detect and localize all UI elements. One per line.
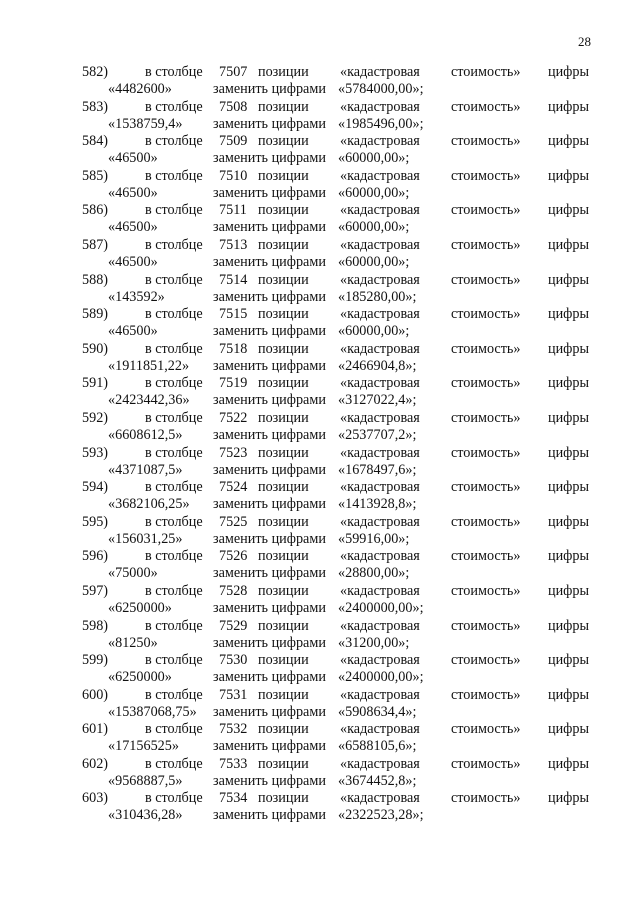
item-number: 586) — [82, 202, 109, 219]
new-value: «31200,00»; — [338, 634, 410, 651]
cadastral-label: «кадастровая — [340, 64, 420, 80]
old-value: «15387068,75» — [108, 703, 197, 720]
cost-label: стоимость» — [451, 167, 521, 184]
item-number: 592) — [82, 409, 109, 426]
new-value: «3674452,8»; — [338, 772, 417, 789]
amendment-item — [0, 652, 640, 687]
cadastral-label: «кадастровая — [340, 548, 420, 565]
position-label: позиции — [258, 444, 309, 461]
cadastral-label: «кадастровая — [340, 513, 420, 530]
item-number: 584) — [82, 133, 109, 150]
replace-label: заменить цифрами — [213, 599, 326, 616]
position-label: позиции — [258, 271, 309, 288]
old-value: «6250000» — [108, 599, 172, 616]
digits-label: цифры — [548, 513, 590, 530]
item-number: 602) — [82, 755, 109, 772]
position-label: позиции — [258, 409, 309, 426]
item-number: 588) — [82, 271, 109, 288]
position-label: позиции — [258, 721, 309, 738]
amendment-item — [0, 375, 640, 410]
cadastral-label: «кадастровая — [340, 409, 420, 426]
cost-label: стоимость» — [451, 375, 521, 392]
new-value: «59916,00»; — [338, 530, 410, 547]
old-value: «9568887,5» — [108, 772, 183, 789]
replace-label: заменить цифрами — [213, 253, 326, 270]
cost-label: стоимость» — [451, 721, 521, 738]
cadastral-label: «кадастровая — [340, 444, 420, 461]
position-label: позиции — [258, 790, 309, 807]
replace-label: заменить цифрами — [213, 288, 326, 305]
cadastral-label: «кадастровая — [340, 271, 420, 288]
cadastral-label: «кадастровая — [340, 479, 420, 496]
replace-label: заменить цифрами — [213, 807, 326, 824]
digits-label: цифры — [548, 375, 590, 392]
amendment-item — [0, 756, 640, 791]
cadastral-label: «кадастровая — [340, 582, 420, 599]
replace-label: заменить цифрами — [213, 150, 326, 167]
replace-label: заменить цифрами — [213, 323, 326, 340]
in-column-label: в столбце — [145, 582, 203, 599]
column-number: 7525 — [219, 513, 248, 530]
digits-label: цифры — [548, 582, 590, 599]
item-number: 583) — [82, 98, 109, 115]
digits-label: цифры — [548, 271, 590, 288]
new-value: «60000,00»; — [338, 219, 410, 236]
digits-label: цифры — [548, 202, 590, 219]
cadastral-label: «кадастровая — [340, 755, 420, 772]
item-number: 599) — [82, 652, 109, 669]
cadastral-label: «кадастровая — [340, 340, 420, 357]
cost-label: стоимость» — [451, 64, 521, 80]
column-number: 7510 — [219, 167, 248, 184]
cadastral-label: «кадастровая — [340, 98, 420, 115]
new-value: «2537707,2»; — [338, 426, 417, 443]
in-column-label: в столбце — [145, 444, 203, 461]
replace-label: заменить цифрами — [213, 426, 326, 443]
amendment-list — [0, 64, 640, 825]
digits-label: цифры — [548, 755, 590, 772]
in-column-label: в столбце — [145, 755, 203, 772]
cost-label: стоимость» — [451, 548, 521, 565]
column-number: 7522 — [219, 409, 248, 426]
replace-label: заменить цифрами — [213, 738, 326, 755]
cost-label: стоимость» — [451, 513, 521, 530]
item-number: 596) — [82, 548, 109, 565]
column-number: 7514 — [219, 271, 248, 288]
new-value: «2400000,00»; — [338, 669, 424, 686]
page-number: 28 — [578, 34, 591, 49]
digits-label: цифры — [548, 167, 590, 184]
in-column-label: в столбце — [145, 98, 203, 115]
old-value: «81250» — [108, 634, 158, 651]
column-number: 7529 — [219, 617, 248, 634]
new-value: «2466904,8»; — [338, 357, 417, 374]
old-value: «143592» — [108, 288, 165, 305]
replace-label: заменить цифрами — [213, 496, 326, 513]
new-value: «1413928,8»; — [338, 496, 417, 513]
amendment-item — [0, 202, 640, 237]
old-value: «46500» — [108, 253, 158, 270]
cost-label: стоимость» — [451, 617, 521, 634]
in-column-label: в столбце — [145, 306, 203, 323]
amendment-item — [0, 721, 640, 756]
digits-label: цифры — [548, 444, 590, 461]
new-value: «60000,00»; — [338, 253, 410, 270]
cost-label: стоимость» — [451, 790, 521, 807]
cadastral-label: «кадастровая — [340, 686, 420, 703]
new-value: «1678497,6»; — [338, 461, 417, 478]
cost-label: стоимость» — [451, 652, 521, 669]
position-label: позиции — [258, 236, 309, 253]
in-column-label: в столбце — [145, 271, 203, 288]
replace-label: заменить цифрами — [213, 184, 326, 201]
position-label: позиции — [258, 513, 309, 530]
position-label: позиции — [258, 133, 309, 150]
in-column-label: в столбце — [145, 409, 203, 426]
column-number: 7519 — [219, 375, 248, 392]
replace-label: заменить цифрами — [213, 565, 326, 582]
new-value: «1985496,00»; — [338, 115, 424, 132]
item-number: 601) — [82, 721, 109, 738]
digits-label: цифры — [548, 98, 590, 115]
digits-label: цифры — [548, 652, 590, 669]
old-value: «1538759,4» — [108, 115, 183, 132]
digits-label: цифры — [548, 133, 590, 150]
amendment-item — [0, 168, 640, 203]
amendment-item — [0, 479, 640, 514]
replace-label: заменить цифрами — [213, 392, 326, 409]
column-number: 7509 — [219, 133, 248, 150]
item-number: 589) — [82, 306, 109, 323]
digits-label: цифры — [548, 479, 590, 496]
digits-label: цифры — [548, 548, 590, 565]
item-number: 591) — [82, 375, 109, 392]
in-column-label: в столбце — [145, 64, 203, 80]
old-value: «6608612,5» — [108, 426, 183, 443]
new-value: «60000,00»; — [338, 323, 410, 340]
replace-label: заменить цифрами — [213, 357, 326, 374]
column-number: 7511 — [219, 202, 247, 219]
column-number: 7531 — [219, 686, 248, 703]
old-value: «2423442,36» — [108, 392, 190, 409]
cadastral-label: «кадастровая — [340, 236, 420, 253]
digits-label: цифры — [548, 306, 590, 323]
new-value: «2400000,00»; — [338, 599, 424, 616]
position-label: позиции — [258, 64, 309, 80]
new-value: «60000,00»; — [338, 150, 410, 167]
amendment-item — [0, 445, 640, 480]
new-value: «5784000,00»; — [338, 81, 424, 97]
column-number: 7528 — [219, 582, 248, 599]
amendment-item — [0, 790, 640, 825]
digits-label: цифры — [548, 64, 590, 80]
new-value: «28800,00»; — [338, 565, 410, 582]
amendment-item — [0, 64, 640, 99]
cost-label: стоимость» — [451, 755, 521, 772]
position-label: позиции — [258, 479, 309, 496]
item-number: 594) — [82, 479, 109, 496]
old-value: «46500» — [108, 219, 158, 236]
amendment-item — [0, 687, 640, 722]
replace-label: заменить цифрами — [213, 219, 326, 236]
old-value: «46500» — [108, 150, 158, 167]
position-label: позиции — [258, 306, 309, 323]
in-column-label: в столбце — [145, 513, 203, 530]
amendment-item — [0, 133, 640, 168]
cost-label: стоимость» — [451, 98, 521, 115]
position-label: позиции — [258, 98, 309, 115]
old-value: «1911851,22» — [108, 357, 190, 374]
item-number: 593) — [82, 444, 109, 461]
digits-label: цифры — [548, 409, 590, 426]
amendment-item — [0, 618, 640, 653]
column-number: 7534 — [219, 790, 248, 807]
old-value: «17156525» — [108, 738, 179, 755]
amendment-item — [0, 237, 640, 272]
cadastral-label: «кадастровая — [340, 306, 420, 323]
in-column-label: в столбце — [145, 790, 203, 807]
old-value: «6250000» — [108, 669, 172, 686]
position-label: позиции — [258, 375, 309, 392]
digits-label: цифры — [548, 340, 590, 357]
item-number: 582) — [82, 64, 109, 80]
cadastral-label: «кадастровая — [340, 617, 420, 634]
cost-label: стоимость» — [451, 686, 521, 703]
replace-label: заменить цифрами — [213, 461, 326, 478]
in-column-label: в столбце — [145, 133, 203, 150]
amendment-item — [0, 583, 640, 618]
cost-label: стоимость» — [451, 306, 521, 323]
amendment-item — [0, 548, 640, 583]
replace-label: заменить цифрами — [213, 530, 326, 547]
column-number: 7530 — [219, 652, 248, 669]
cost-label: стоимость» — [451, 444, 521, 461]
new-value: «185280,00»; — [338, 288, 417, 305]
amendment-item — [0, 341, 640, 376]
cost-label: стоимость» — [451, 133, 521, 150]
position-label: позиции — [258, 617, 309, 634]
cost-label: стоимость» — [451, 202, 521, 219]
old-value: «310436,28» — [108, 807, 183, 824]
in-column-label: в столбце — [145, 202, 203, 219]
column-number: 7532 — [219, 721, 248, 738]
old-value: «4371087,5» — [108, 461, 183, 478]
cost-label: стоимость» — [451, 340, 521, 357]
position-label: позиции — [258, 686, 309, 703]
position-label: позиции — [258, 167, 309, 184]
position-label: позиции — [258, 755, 309, 772]
old-value: «4482600» — [108, 81, 172, 97]
item-number: 595) — [82, 513, 109, 530]
item-number: 598) — [82, 617, 109, 634]
cost-label: стоимость» — [451, 271, 521, 288]
in-column-label: в столбце — [145, 479, 203, 496]
in-column-label: в столбце — [145, 167, 203, 184]
in-column-label: в столбце — [145, 686, 203, 703]
item-number: 603) — [82, 790, 109, 807]
cost-label: стоимость» — [451, 582, 521, 599]
digits-label: цифры — [548, 790, 590, 807]
digits-label: цифры — [548, 236, 590, 253]
cost-label: стоимость» — [451, 236, 521, 253]
new-value: «5908634,4»; — [338, 703, 417, 720]
position-label: позиции — [258, 202, 309, 219]
item-number: 587) — [82, 236, 109, 253]
digits-label: цифры — [548, 721, 590, 738]
in-column-label: в столбце — [145, 617, 203, 634]
in-column-label: в столбце — [145, 340, 203, 357]
cost-label: стоимость» — [451, 479, 521, 496]
amendment-item — [0, 306, 640, 341]
item-number: 585) — [82, 167, 109, 184]
in-column-label: в столбце — [145, 375, 203, 392]
position-label: позиции — [258, 340, 309, 357]
new-value: «3127022,4»; — [338, 392, 417, 409]
in-column-label: в столбце — [145, 721, 203, 738]
column-number: 7507 — [219, 64, 248, 80]
column-number: 7524 — [219, 479, 248, 496]
column-number: 7513 — [219, 236, 248, 253]
column-number: 7515 — [219, 306, 248, 323]
old-value: «156031,25» — [108, 530, 183, 547]
replace-label: заменить цифрами — [213, 669, 326, 686]
amendment-item — [0, 272, 640, 307]
new-value: «2322523,28»; — [338, 807, 424, 824]
in-column-label: в столбце — [145, 548, 203, 565]
cadastral-label: «кадастровая — [340, 202, 420, 219]
position-label: позиции — [258, 652, 309, 669]
position-label: позиции — [258, 548, 309, 565]
cadastral-label: «кадастровая — [340, 721, 420, 738]
cadastral-label: «кадастровая — [340, 167, 420, 184]
column-number: 7523 — [219, 444, 248, 461]
new-value: «6588105,6»; — [338, 738, 417, 755]
item-number: 600) — [82, 686, 109, 703]
digits-label: цифры — [548, 617, 590, 634]
cost-label: стоимость» — [451, 409, 521, 426]
digits-label: цифры — [548, 686, 590, 703]
old-value: «75000» — [108, 565, 158, 582]
replace-label: заменить цифрами — [213, 634, 326, 651]
cadastral-label: «кадастровая — [340, 652, 420, 669]
amendment-item — [0, 514, 640, 549]
in-column-label: в столбце — [145, 652, 203, 669]
replace-label: заменить цифрами — [213, 703, 326, 720]
column-number: 7526 — [219, 548, 248, 565]
item-number: 597) — [82, 582, 109, 599]
position-label: позиции — [258, 582, 309, 599]
replace-label: заменить цифрами — [213, 81, 326, 97]
old-value: «46500» — [108, 323, 158, 340]
amendment-item — [0, 99, 640, 134]
old-value: «46500» — [108, 184, 158, 201]
cadastral-label: «кадастровая — [340, 133, 420, 150]
cadastral-label: «кадастровая — [340, 790, 420, 807]
amendment-item — [0, 410, 640, 445]
new-value: «60000,00»; — [338, 184, 410, 201]
item-number: 590) — [82, 340, 109, 357]
cadastral-label: «кадастровая — [340, 375, 420, 392]
column-number: 7533 — [219, 755, 248, 772]
replace-label: заменить цифрами — [213, 772, 326, 789]
in-column-label: в столбце — [145, 236, 203, 253]
column-number: 7508 — [219, 98, 248, 115]
column-number: 7518 — [219, 340, 248, 357]
old-value: «3682106,25» — [108, 496, 190, 513]
replace-label: заменить цифрами — [213, 115, 326, 132]
